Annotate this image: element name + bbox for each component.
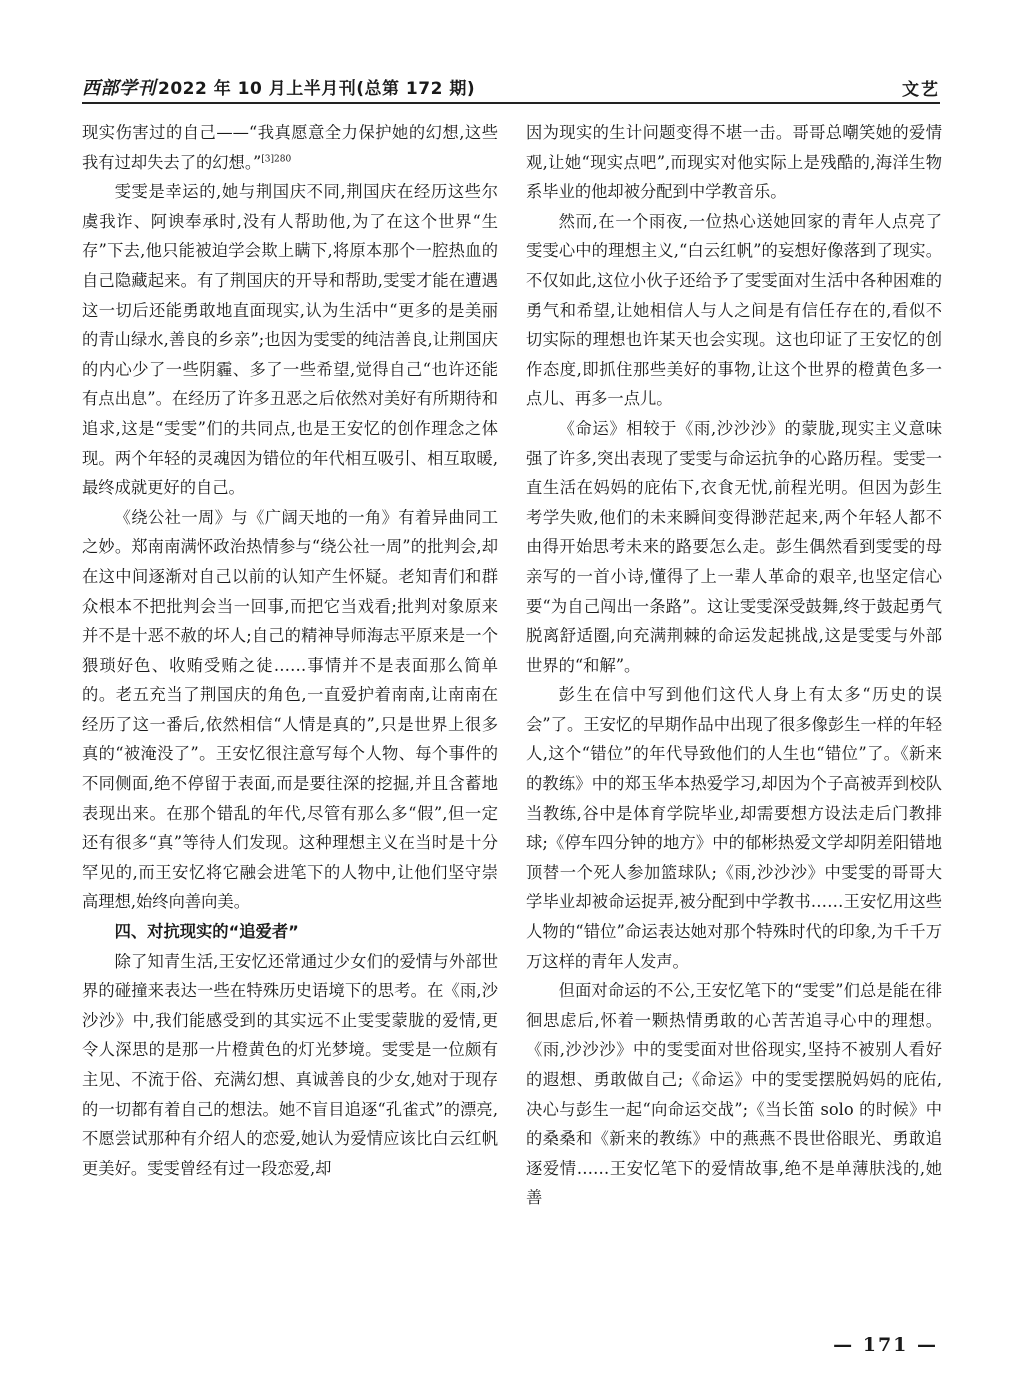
- journal-issue: 2022 年 10 月上半月刊(总第 172 期): [158, 79, 476, 99]
- paragraph: 因为现实的生计问题变得不堪一击。哥哥总嘲笑她的爱情观,让她“现实点吧”,而现实对他实际上是残酷的,海洋生物系毕业的他却被分配到中学教音乐。: [526, 123, 942, 202]
- paragraph: 《绕公社一周》与《广阔天地的一角》有着异曲同工之妙。郑南南满怀政治热情参与“绕公社一周”的批判会,却在这中间逐渐对自己以前的认知产生怀疑。老知青们和群众根本不把批判会当一回事,而把它当戏看;批判对象原来并不是十恶不赦的坏人;自己的精神导师海志平原来是一个猥琐好色、收贿受贿之徒……事情并不是表面那么简单的。老五充当了荆国庆的角色,一直爱护着南南,让南南在经历了这一番后,依然相信“人情是真的”,只是世界上很多真的“被淹没了”。王安忆很注意写每个人物、每个事件的不同侧面,绝不停留于表面,而是要往深的挖掘,并且含蓄地表现出来。在那个错乱的年代,尽管有那么多“假”,但一定还有很多“真”等待人们发现。这种理想主义在当时是十分罕见的,而王安忆将它融会进笔下的人物中,让他们坚守崇高理想,始终向善向美。: [82, 507, 498, 912]
- right-column: [526, 118, 942, 1213]
- page-number: — 171 —: [833, 1334, 938, 1356]
- paragraph: 除了知青生活,王安忆还常通过少女们的爱情与外部世界的碰撞来表达一些在特殊历史语境下的思考。在《雨,沙沙沙》中,我们能感受到的其实远不止雯雯蒙胧的爱情,更令人深思的是那一片橙黄色的灯光梦境。雯雯是一位颇有主见、不流于俗、充满幻想、真诚善良的少女,她对于现存的一切都有着自己的想法。她不盲目追逐“孔雀式”的漂亮,不愿尝试那种有介绍人的恋爱,她认为爱情应该比白云红帆更美好。雯雯曾经有过一段恋爱,却: [82, 951, 498, 1178]
- paragraph: 然而,在一个雨夜,一位热心送她回家的青年人点亮了雯雯心中的理想主义,“白云红帆”的妄想好像落到了现实。不仅如此,这位小伙子还给予了雯雯面对生活中各种困难的勇气和希望,让她相信人与人之间是有信任存在的,看似不切实际的理想也许某天也会实现。这也印证了王安忆的创作态度,即抓住那些美好的事物,让这个世界的橙黄色多一点儿、再多一点儿。: [526, 211, 942, 409]
- citation-ref: [3]280: [261, 154, 292, 165]
- journal-logo: 西部学刊: [82, 78, 156, 99]
- header-rule: [82, 102, 940, 104]
- section-heading: 四、对抗现实的“追爱者”: [114, 922, 299, 942]
- paragraph: 雯雯是幸运的,她与荆国庆不同,荆国庆在经历这些尔虞我诈、阿谀奉承时,没有人帮助他,为了在这个世界“生存”下去,他只能被迫学会欺上瞒下,将原本那个一腔热血的自己隐藏起来。有了荆国庆的开导和帮助,雯雯才能在遭遇这一切后还能勇敢地直面现实,认为生活中“更多的是美丽的青山绿水,善良的乡亲”;也因为雯雯的纯洁善良,让荆国庆的内心少了一些阴霾、多了一些希望,觉得自己“也许还能有点出息”。在经历了许多丑恶之后依然对美好有所期待和追求,这是“雯雯”们的共同点,也是王安忆的创作理念之体现。两个年轻的灵魂因为错位的年代相互吸引、相互取暖,最终成就更好的自己。: [82, 182, 498, 498]
- paragraph: 彭生在信中写到他们这代人身上有太多“历史的误会”了。王安忆的早期作品中出现了很多像彭生一样的年轻人,这个“错位”的年代导致他们的人生也“错位”了。《新来的教练》中的郑玉华本热爱学习,却因为个子高被弄到校队当教练,谷中是体育学院毕业,却需要想方设法走后门教排球;《停车四分钟的地方》中的郁彬热爱文学却阴差阳错地顶替一个死人参加篮球队;《雨,沙沙沙》中雯雯的哥哥大学毕业却被命运捉弄,被分配到中学教书……王安忆用这些人物的“错位”命运表达她对那个特殊时代的印象,为千千万万这样的青年人发声。: [526, 685, 942, 971]
- paragraph: 《命运》相较于《雨,沙沙沙》的蒙胧,现实主义意味强了许多,突出表现了雯雯与命运抗争的心路历程。雯雯一直生活在妈妈的庇佑下,衣食无忧,前程光明。但因为彭生考学失败,他们的未来瞬间变得渺茫起来,两个年轻人都不由得开始思考未来的路要怎么走。彭生偶然看到雯雯的母亲写的一首小诗,懂得了上一辈人革命的艰辛,也坚定信心要“为自己闯出一条路”。这让雯雯深受鼓舞,终于鼓起勇气脱离舒适圈,向充满荆棘的命运发起挑战,这是雯雯与外部世界的“和解”。: [526, 418, 942, 675]
- left-column: [82, 118, 498, 1183]
- journal-title: [82, 74, 475, 100]
- paragraph-text: 现实伤害过的自己——“我真愿意全力保护她的幻想,这些我有过却失去了的幻想。”: [82, 123, 498, 172]
- paragraph: 但面对命运的不公,王安忆笔下的“雯雯”们总是能在徘徊思虑后,怀着一颗热情勇敢的心苦苦追寻心中的理想。《雨,沙沙沙》中的雯雯面对世俗现实,坚持不被别人看好的遐想、勇敢做自己;《命运》中的雯雯摆脱妈妈的庇佑,决心与彭生一起“向命运交战”;《当长笛 solo 的时候》中的桑桑和《新来的教练》中的燕燕不畏世俗眼光、勇敢追逐爱情……王安忆笔下的爱情故事,绝不是单薄肤浅的,她善: [526, 981, 942, 1208]
- section-name: 文艺: [902, 80, 940, 100]
- running-header: [82, 70, 940, 100]
- paragraph: [82, 118, 498, 177]
